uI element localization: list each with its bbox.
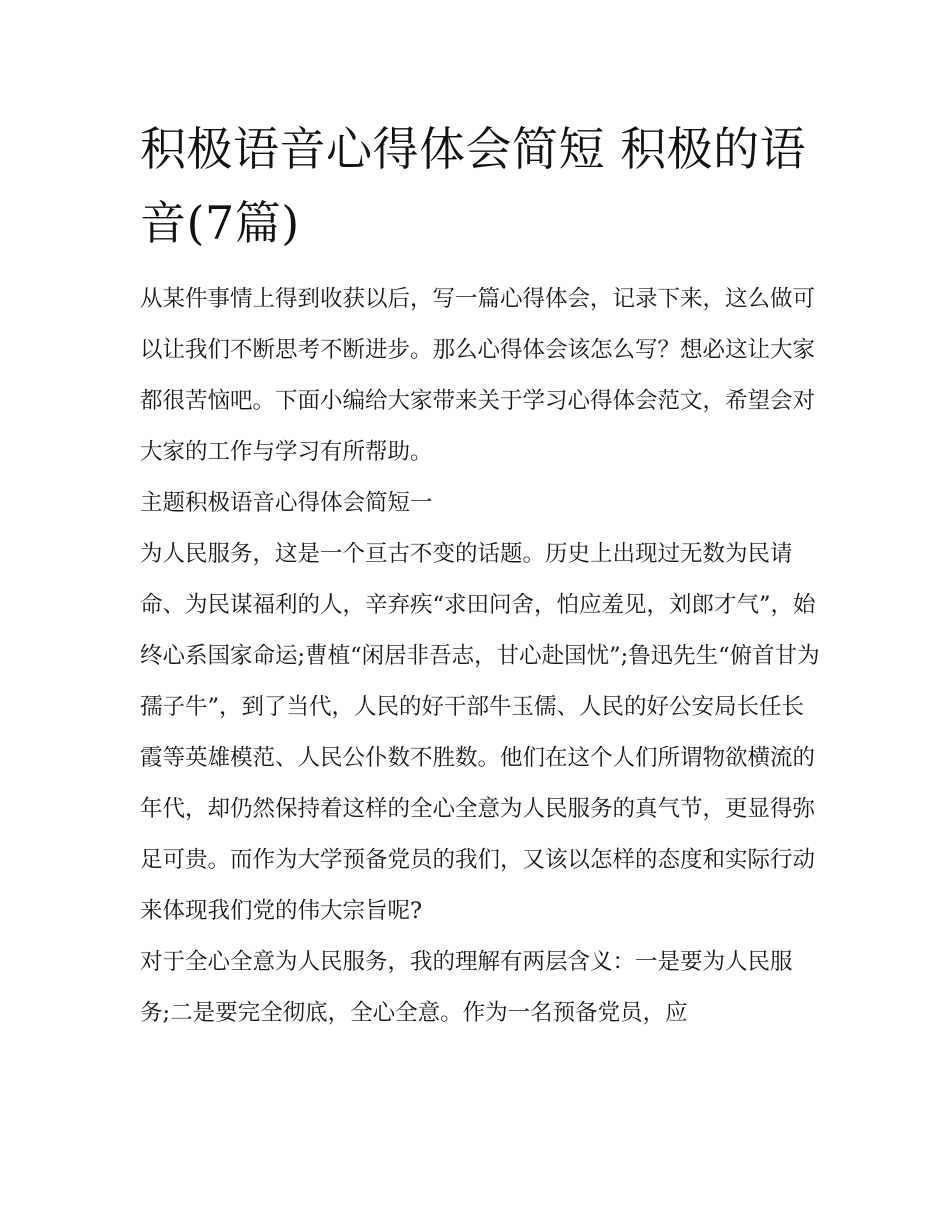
intro-paragraph: 从某件事情上得到收获以后，写一篇心得体会，记录下来，这么做可以让我们不断思考不断进步。那么心得体会该怎么写？想必这让大家都很苦恼吧。下面小编给大家带来关于学习心得体会范文，希望会对大家的工作与学习有所帮助。 — [140, 286, 816, 465]
body-paragraph-1: 为人民服务，这是一个亘古不变的话题。历史上出现过无数为民请命、为民谋福利的人，辛弃疾“求田问舍，怕应羞见，刘郎才气”，始终心系国家命运;曹植“闲居非吾志，甘心赴国忧”;鲁迅先生“俯首甘为孺子牛”，到了当代，人民的好干部牛玉儒、人民的好公安局长任长霞等英雄模范、人民公仆数不胜数。他们在这个人们所谓物欲横流的年代，却仍然保持着这样的全心全意为人民服务的真气节，更显得弥足可贵。而作为大学预备党员的我们，又该以怎样的态度和实际行动来体现我们党的伟大宗旨呢? — [140, 541, 820, 924]
document-title: 积极语音心得体会简短 积极的语音(7篇) — [140, 122, 807, 250]
section-heading: 主题积极语音心得体会简短一 — [140, 490, 433, 516]
body-paragraph-2: 对于全心全意为人民服务，我的理解有两层含义：一是要为人民服务;二是要完全彻底，全心全意。作为一名预备党员，应 — [140, 949, 793, 1026]
document-body — [140, 274, 820, 1039]
